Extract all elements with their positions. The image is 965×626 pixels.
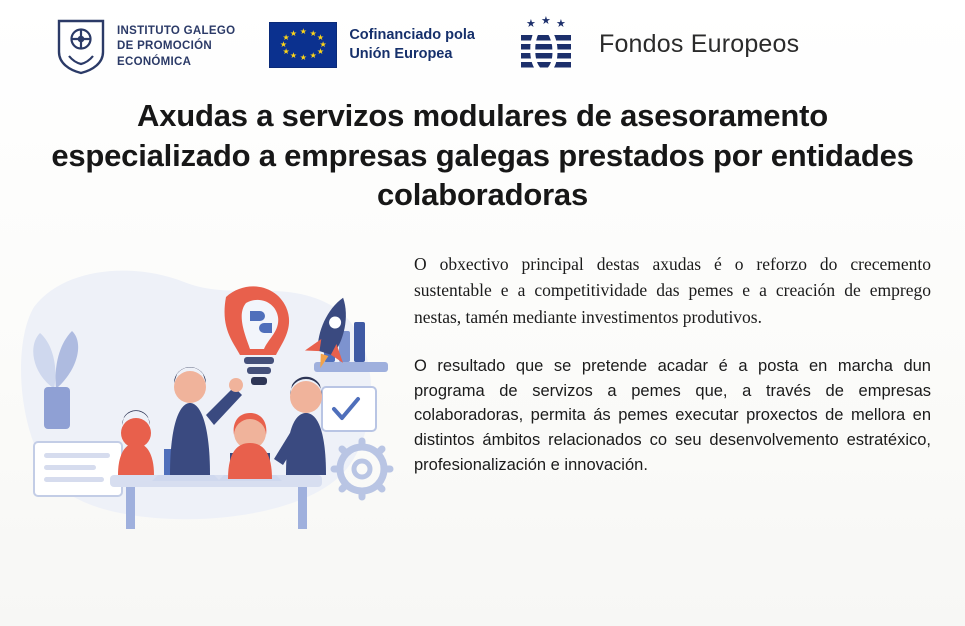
- igape-line-3: ECONÓMICA: [117, 55, 192, 68]
- eu-wordmark: [349, 26, 475, 64]
- logo-fondos-europeos: [509, 14, 799, 72]
- text-column: [414, 237, 941, 502]
- igape-line-2: DE PROMOCIÓN: [117, 40, 212, 53]
- eu-flag-icon: ★ ★ ★ ★ ★ ★ ★ ★ ★ ★ ★ ★: [269, 22, 337, 68]
- eu-line-1: Cofinanciado pola: [349, 27, 475, 44]
- paragraph-objective: O obxectivo principal destas axudas é o reforzo do crecemento sustentable e a competitividade das pemes e a creación de emprego nestas, tamén mediante investimentos produtivos.: [414, 254, 931, 327]
- igape-wordmark: [117, 24, 235, 70]
- eu-line-2: Unión Europea: [349, 46, 453, 62]
- xunta-de-galicia-shield-icon: [55, 18, 107, 76]
- team-working-illustration-icon: [14, 237, 414, 537]
- svg-text:★: ★: [555, 18, 566, 30]
- svg-text:★: ★: [525, 18, 536, 30]
- logo-bar: [0, 0, 965, 76]
- logo-igape: [55, 14, 235, 76]
- logo-european-union: [269, 14, 475, 68]
- paragraph-result: O resultado que se pretende acadar é a posta en marcha dun programa de servizos a pemes que, a través de empresas colaboradoras, permita ás pemes executar proxectos de mellora en distintos ámbitos relacionados co seu desenvolvemento estratéxico, profesionalización e innovación.: [414, 356, 931, 474]
- svg-text:★: ★: [540, 16, 551, 27]
- fondos-europeos-icon: [509, 16, 587, 72]
- content-area: [0, 237, 965, 542]
- fondos-wordmark: Fondos Europeos: [598, 29, 800, 58]
- illustration: [14, 237, 414, 542]
- page-title: Axudas a servizos modulares de asesoramento especializado a empresas galegas prestados por entidades colaboradoras: [51, 98, 914, 213]
- igape-line-1: INSTITUTO GALEGO: [117, 25, 236, 38]
